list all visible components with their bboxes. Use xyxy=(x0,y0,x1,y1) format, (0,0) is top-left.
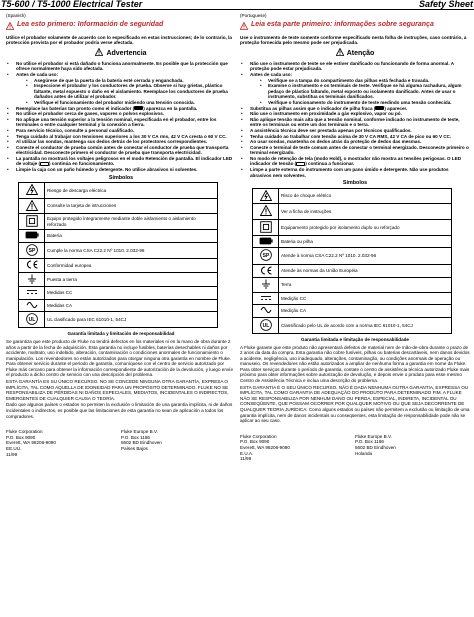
csa-icon xyxy=(19,242,45,258)
symbol-description: Conformidad europea xyxy=(45,259,218,272)
symbol-description: Classificado pelo UL de acordo com a norma IEC 61010-1, 54CJ xyxy=(279,317,452,333)
address-line: 5602 BD Eindhoven xyxy=(355,445,396,450)
addresses xyxy=(6,429,236,457)
address-line: Holanda xyxy=(355,450,373,456)
low-battery-icon xyxy=(375,106,384,110)
safety-item-text: Antes de cada uso: xyxy=(250,71,293,77)
safety-list xyxy=(6,61,236,173)
symbols-row xyxy=(19,272,218,286)
address-line: E.U.A. xyxy=(240,450,254,456)
safety-item xyxy=(240,117,470,128)
address-line: 11/99 xyxy=(6,451,18,457)
caution-icon xyxy=(253,204,279,219)
voltage-led-icon xyxy=(296,162,305,166)
symbol-description: Equipo protegido íntegramente mediante doble aislamiento o aislamiento reforzado xyxy=(45,214,218,230)
warranty-paragraph: Se garantiza que este producto de Fluke no tendrá defectos en los materiales ni en la mano de obra durante 2 años a partir de la fecha de adquisición. Esta garantía no incluye fusibles, baterías desechables ni daños por accidente, maltrato, uso indebido, alteración, contaminación o condiciones anormales de funcionamiento o manipulación. Los revendedores no están autorizados para otorgar ninguna otra garantía en nombre de Fluke. Para obtener servicio durante el período de garantía, comuníquese con el centro de servicio autorizado por Fluke más cercano para obtener la información correspondiente de autorización de la devolución, y luego envíe el producto a dicho centro de servicio con una descripción del problema. xyxy=(6,338,234,378)
warning-icon xyxy=(240,21,251,33)
addresses xyxy=(240,434,470,462)
address-line: Fluke Europe B.V. xyxy=(355,433,392,439)
safety-sublist xyxy=(250,78,470,106)
address-us xyxy=(240,434,355,462)
symbols-table xyxy=(18,182,218,328)
safety-item-text: No utilice el probador cerca de gases, vapores o polvos explosivos. xyxy=(16,111,165,117)
electric-shock-icon xyxy=(19,183,45,198)
symbol-description: Batería xyxy=(45,230,218,242)
symbols-row xyxy=(19,299,218,311)
safety-item-text: Reemplace las baterías tan pronto como el indicador ( xyxy=(16,105,135,111)
symbol-description: Terra xyxy=(279,278,452,292)
ground-icon xyxy=(253,278,279,292)
safety-item-text: Ao usar sondas, mantenha os dedos atrás da proteção de dedos das mesmas. xyxy=(250,139,422,145)
page-header xyxy=(0,0,474,10)
safety-item-text: La pantalla no mostrará los voltajes peligrosos en el modo Retención de pantalla. El indicador LED de voltaje ( xyxy=(16,155,233,167)
dc-icon xyxy=(19,287,45,299)
address-line: 5602 BD Eindhoven xyxy=(121,440,162,446)
safety-item-text: ) aparecer. xyxy=(384,105,408,111)
symbols-row xyxy=(253,305,452,317)
symbols-row xyxy=(19,311,218,327)
symbol-description: Puesta a tierra xyxy=(45,272,218,286)
address-line: Fluke Europe B.V. xyxy=(121,429,158,435)
safety-subitem: • Inspeccione el probador y los conductores de prueba. Observe si hay grietas, plástico faltante, metal expuesto o daño en el aislamiento. Reemplace los conductores de prueba dañados antes de utilizar el probador. xyxy=(16,83,236,100)
address-line: Fluke Corporation xyxy=(6,429,43,435)
symbols-row xyxy=(253,236,452,248)
symbols-row xyxy=(19,242,218,258)
symbol-description: Cumple la norma CSA C22.2 Nº 1010. 2.032-96 xyxy=(45,242,218,258)
safety-item-text: Tenga cuidado al trabajar con tensiones superiores a los 30 V CA rms, 42 V CA cresta o 60 V CC. xyxy=(16,133,227,139)
intro-paragraph: Use o instrumento de teste somente conforme especificado nesta folha de instruções, caso contrário, a proteção fornecida pelo mesmo pode ser prejudicada. xyxy=(240,34,467,46)
safety-item-text: ) continúa en funcionamiento. xyxy=(49,161,115,167)
language-label: (Portuguese) xyxy=(240,13,267,18)
safety-item-text: Limpe a parte externa do instrumento com um pano úmido e detergente. Não use produtos abrasivos nem solventes. xyxy=(250,167,449,178)
warning-title-text: Atenção xyxy=(346,49,375,57)
portuguese-column xyxy=(240,13,470,462)
symbol-description: UL clasificado para IEC 61010-1, 54CJ xyxy=(45,311,218,327)
address-line: Everett, WA 98206-9090 xyxy=(240,445,290,450)
dc-icon xyxy=(253,292,279,304)
symbols-row xyxy=(19,230,218,242)
svg-text:SP: SP xyxy=(262,253,269,260)
symbols-row xyxy=(253,264,452,277)
address-line: Everett, WA 98206-9090 xyxy=(6,440,56,446)
safety-item xyxy=(6,156,236,167)
symbol-description: Atende à norma CSA C22.2 Nº 1010. 2.032-96 xyxy=(279,248,452,264)
symbol-description: Medidas CC xyxy=(45,287,218,299)
safety-heading xyxy=(240,21,470,33)
symbols-row xyxy=(19,287,218,299)
symbols-row xyxy=(253,188,452,203)
symbols-row xyxy=(19,183,218,198)
safety-subitem: • Examine o instrumento e os terminais de teste. Verifique se há alguma rachadura, algum pedaço de plástico faltando, metal exposto ou isolamento danificado. Antes de usar o instrumento, substitua os terminais danificados. xyxy=(250,83,470,100)
csa-icon xyxy=(253,248,279,264)
symbol-description: Consulte la tarjeta de intrucciones xyxy=(45,198,218,213)
address-line: EE.UU. xyxy=(6,446,22,451)
warranty-text xyxy=(240,345,470,424)
safety-item xyxy=(240,61,470,72)
safety-item-text: No aplique una tensión superior a la tensión nominal, especificada en el probador, entre los terminales o entre cualquier terminal y la conexión a tierra. xyxy=(16,116,217,128)
symbols-row xyxy=(253,219,452,235)
safety-heading-text: Leia esta parte primeiro: informações sobre segurança xyxy=(251,20,434,28)
warning-title xyxy=(240,48,470,59)
symbols-title: Símbolos xyxy=(342,180,368,187)
document-type: Safety Sheet xyxy=(418,0,473,9)
address-line: P.O. Box 1186 xyxy=(121,434,150,440)
symbols-table xyxy=(252,188,452,334)
address-eu xyxy=(121,429,236,457)
ce-icon xyxy=(19,259,45,272)
address-line: Países Bajos xyxy=(121,446,148,451)
electric-shock-icon xyxy=(253,188,279,203)
symbols-row xyxy=(253,248,452,264)
safety-sublist xyxy=(16,78,236,106)
safety-item xyxy=(240,145,470,156)
symbol-description: Equipamento protegido por isolamento duplo ou reforçado xyxy=(279,219,452,235)
warranty-paragraph: ESTA GARANTÍA ES SU ÚNICO RECURSO. NO SE CONCEDE NINGUNA OTRA GARANTÍA, EXPRESA O IMPLÍCITA, TAL COMO AQUELLA DE IDONEIDAD PARA UN PROPÓSITO DETERMINADO. FLUKE NO SE RESPONSABILIZA DE PÉRDIDAS NI DAÑOS ESPECIALES, MEDIATOS, INCIDENTALES O INDIRECTOS, EMERGENTES DE CUALQUIER CAUSA O TEORÍA. xyxy=(6,379,229,401)
safety-item-text: ) aparezca en la pantalla. xyxy=(143,105,198,111)
symbols-row xyxy=(19,259,218,272)
symbols-row xyxy=(19,198,218,213)
safety-item-text: Não aplique tensão mais alta que a tensão nominal, conforme indicado no instrumento de teste, entre os terminais ou entre um dos terminais e o terra. xyxy=(250,116,460,128)
safety-list xyxy=(240,61,470,178)
warranty-text xyxy=(6,339,236,419)
symbol-description: Medição CA xyxy=(279,305,452,317)
safety-item-text: Não use o instrumento em proximidade a gás explosivo, vapor ou pó. xyxy=(250,111,402,117)
ac-icon xyxy=(19,299,45,311)
safety-item-text: A assistência técnica deve ser prestada apenas por técnicos qualificados. xyxy=(250,127,412,133)
symbol-description: Risco de choque elétrico xyxy=(279,188,452,203)
safety-item xyxy=(6,72,236,106)
symbols-row xyxy=(253,292,452,304)
safety-item-text: Conecte el conductor de prueba común antes de conectar el conductor de prueba que transporta electricidad. Desconecte primero el conductor de prueba que transporta electricidad. xyxy=(16,144,229,156)
safety-item-text: Substitua as pilhas assim que o indicador de pilha fraca ( xyxy=(250,105,376,111)
battery-icon xyxy=(253,236,279,248)
warning-title xyxy=(6,48,236,59)
safety-item-text: Antes de cada uso: xyxy=(16,71,59,77)
warranty-paragraph: Dado que algunos países o estados no permiten la exclusión o limitación de una garantía implícita, ni de daños incidentales o indirectos, es posible que las limitaciones de esta garantía no sean de aplicación a todos los compradores. xyxy=(6,402,233,419)
double-insulation-icon xyxy=(19,214,45,230)
svg-text:UL: UL xyxy=(262,322,269,329)
symbol-description: Riesgo de descarga eléctrica xyxy=(45,183,218,198)
safety-item-text: No modo de retenção de tela (modo Hold), o mostrador não mostra as tensões perigosas. O LED indicador de tensão ( xyxy=(250,155,462,167)
ul-icon xyxy=(19,311,45,327)
symbol-description: Medição CC xyxy=(279,292,452,304)
warranty-paragraph: A Fluke garante que este produto não apresentará defeitos de material nem de mão-de-obra durante o prazo de 2 anos da data da compra. Esta garantia não cobre fusíveis, pilhas ou baterias descartáveis, nem danos devidos a acidente, negligência, uso inadequado, alterações, contaminação, ou condições anormais de operação ou manuseio. Os revendedores não estão autorizados a ampliar de nenhuma forma a garantia em nome da Fluke. Para obter serviços durante o período de garantia, contate o centro de assistência técnica autorizado Fluke mais próximo para obter informações sobre autorização de devolução, e depois envie o produto para esse mesmo Centro de Assistência Técnica e inclua uma descrição do problema. xyxy=(240,344,470,384)
warranty-paragraph: ESTA GARANTIA É O SEU ÚNICO RECURSO. NÃO É DADA NENHUMA OUTRA GARANTIA, EXPRESSA OU IMPLÍCITA, TAL COMO GARANTIA DE ADEQUAÇÃO DO PRODUTO PARA DETERMINADO FIM. A FLUKE NÃO SE RESPONSABILIZA POR NENHUM DANO OU PERDA, ESPECIAL, INDIRETA, INCIDENTAL OU CONSEQÜENTE, QUE POSSAM OCORRER POR QUALQUER MOTIVO OU QUE SEJA DECORRENTE DE QUALQUER TEORIA JURÍDICA. Como alguns estados ou países não permitem a exclusão ou limitação de uma garantia implícita, nem de danos incidentais ou conseqüentes, esta limitação de responsabilidade pode não se aplicar ao seu caso. xyxy=(240,384,470,424)
symbols-row xyxy=(19,214,218,230)
warning-icon xyxy=(95,48,106,59)
svg-text:UL: UL xyxy=(28,316,35,323)
safety-item xyxy=(240,72,470,106)
spanish-column xyxy=(6,13,236,457)
symbols-row xyxy=(253,204,452,219)
safety-subitem: • Verifique o funcionamento do instrumento de teste medindo uma tensão conhecida. xyxy=(250,100,470,106)
warning-icon xyxy=(6,21,17,33)
address-us xyxy=(6,429,121,457)
address-line: Fluke Corporation xyxy=(240,433,277,439)
language-label: (Spanish) xyxy=(6,13,26,18)
safety-item xyxy=(6,117,236,128)
safety-item xyxy=(240,156,470,167)
safety-item-text: Não use o instrumento de teste se ele estiver danificado ou funcionando de forma anormal. A proteção pode estar prejudicada. xyxy=(250,60,454,72)
safety-item xyxy=(240,167,470,178)
symbols-title: Símbolos xyxy=(108,174,134,181)
warning-title-text: Advertencia xyxy=(106,49,147,57)
warning-icon xyxy=(336,48,347,59)
ac-icon xyxy=(253,305,279,317)
safety-heading-text: Lea esto primero: Información de seguridad xyxy=(17,20,164,28)
safety-item-text: Limpie la caja con un paño húmedo y detergente. No utilice abrasivos ni solventes. xyxy=(16,167,198,173)
warranty-title: Garantía limitada y limitación de responsabilidad xyxy=(67,331,175,337)
address-line: P.O. Box 9090 xyxy=(6,434,36,440)
safety-item-text: No utilice el probador si está dañado o funciona anormalmente. Es posible que la protección que ofrece normalmente haya sido afectada. xyxy=(16,60,228,72)
safety-item-text: Para servicio técnico, consulte a personal cualificado. xyxy=(16,127,135,133)
safety-item-text: Tenha cuidado ao trabalhar com tensão acima de 30 V CA RMS, 42 V CA de pico ou 60 V CC. xyxy=(250,133,452,139)
svg-text:SP: SP xyxy=(28,247,35,254)
safety-item-text: ) continua a funcionar. xyxy=(305,161,355,167)
safety-subitem: • Verifique el funcionamiento del probador midiendo una tensión conocida. xyxy=(16,100,236,106)
intro-paragraph: Utilice el probador solamente de acuerdo con lo especificado en estas instrucciones; de lo contrario, la protección provista por el probador podría verse afectada. xyxy=(6,34,232,46)
address-line: 11/99 xyxy=(240,456,252,462)
battery-icon xyxy=(19,230,45,242)
voltage-led-icon xyxy=(40,162,49,166)
safety-item xyxy=(6,61,236,72)
safety-item-text: Conecte o terminal de teste comum antes de conectar o terminal energizado. Desconecte primeiro o terminal energizado. xyxy=(250,144,469,156)
document-title: T5-600 / T5-1000 Electrical Tester xyxy=(1,0,143,9)
double-insulation-icon xyxy=(253,219,279,235)
ce-icon xyxy=(253,264,279,277)
symbol-description: Atende às normas da União Européia xyxy=(279,264,452,277)
safety-item xyxy=(6,167,236,173)
warranty-title: Garantia limitada e limitação de responsabilidade xyxy=(301,336,409,342)
ground-icon xyxy=(19,272,45,286)
ul-icon xyxy=(253,317,279,333)
symbol-description: Bateria ou pilha xyxy=(279,236,452,248)
safety-heading xyxy=(6,21,236,33)
low-battery-icon xyxy=(134,106,143,110)
safety-item-text: Al utilizar las sondas, mantenga sus dedos detrás de los protectores correspondientes. xyxy=(16,139,208,145)
address-eu xyxy=(355,434,470,462)
symbols-row xyxy=(253,278,452,292)
symbol-description: Ver a ficha de instruções xyxy=(279,204,452,219)
safety-item xyxy=(6,145,236,156)
safety-subitem: • Asegúrese de que la puerta de la batería esté cerrada y enganchada. xyxy=(16,78,236,84)
safety-subitem: • Verifique se a tampa do compartimento das pilhas está fechada e travada. xyxy=(250,78,470,84)
caution-icon xyxy=(19,198,45,213)
address-line: P.O. Box 9090 xyxy=(240,439,270,445)
address-line: P.O. Box 1186 xyxy=(355,439,384,445)
symbols-row xyxy=(253,317,452,333)
symbol-description: Medidas CA xyxy=(45,299,218,311)
